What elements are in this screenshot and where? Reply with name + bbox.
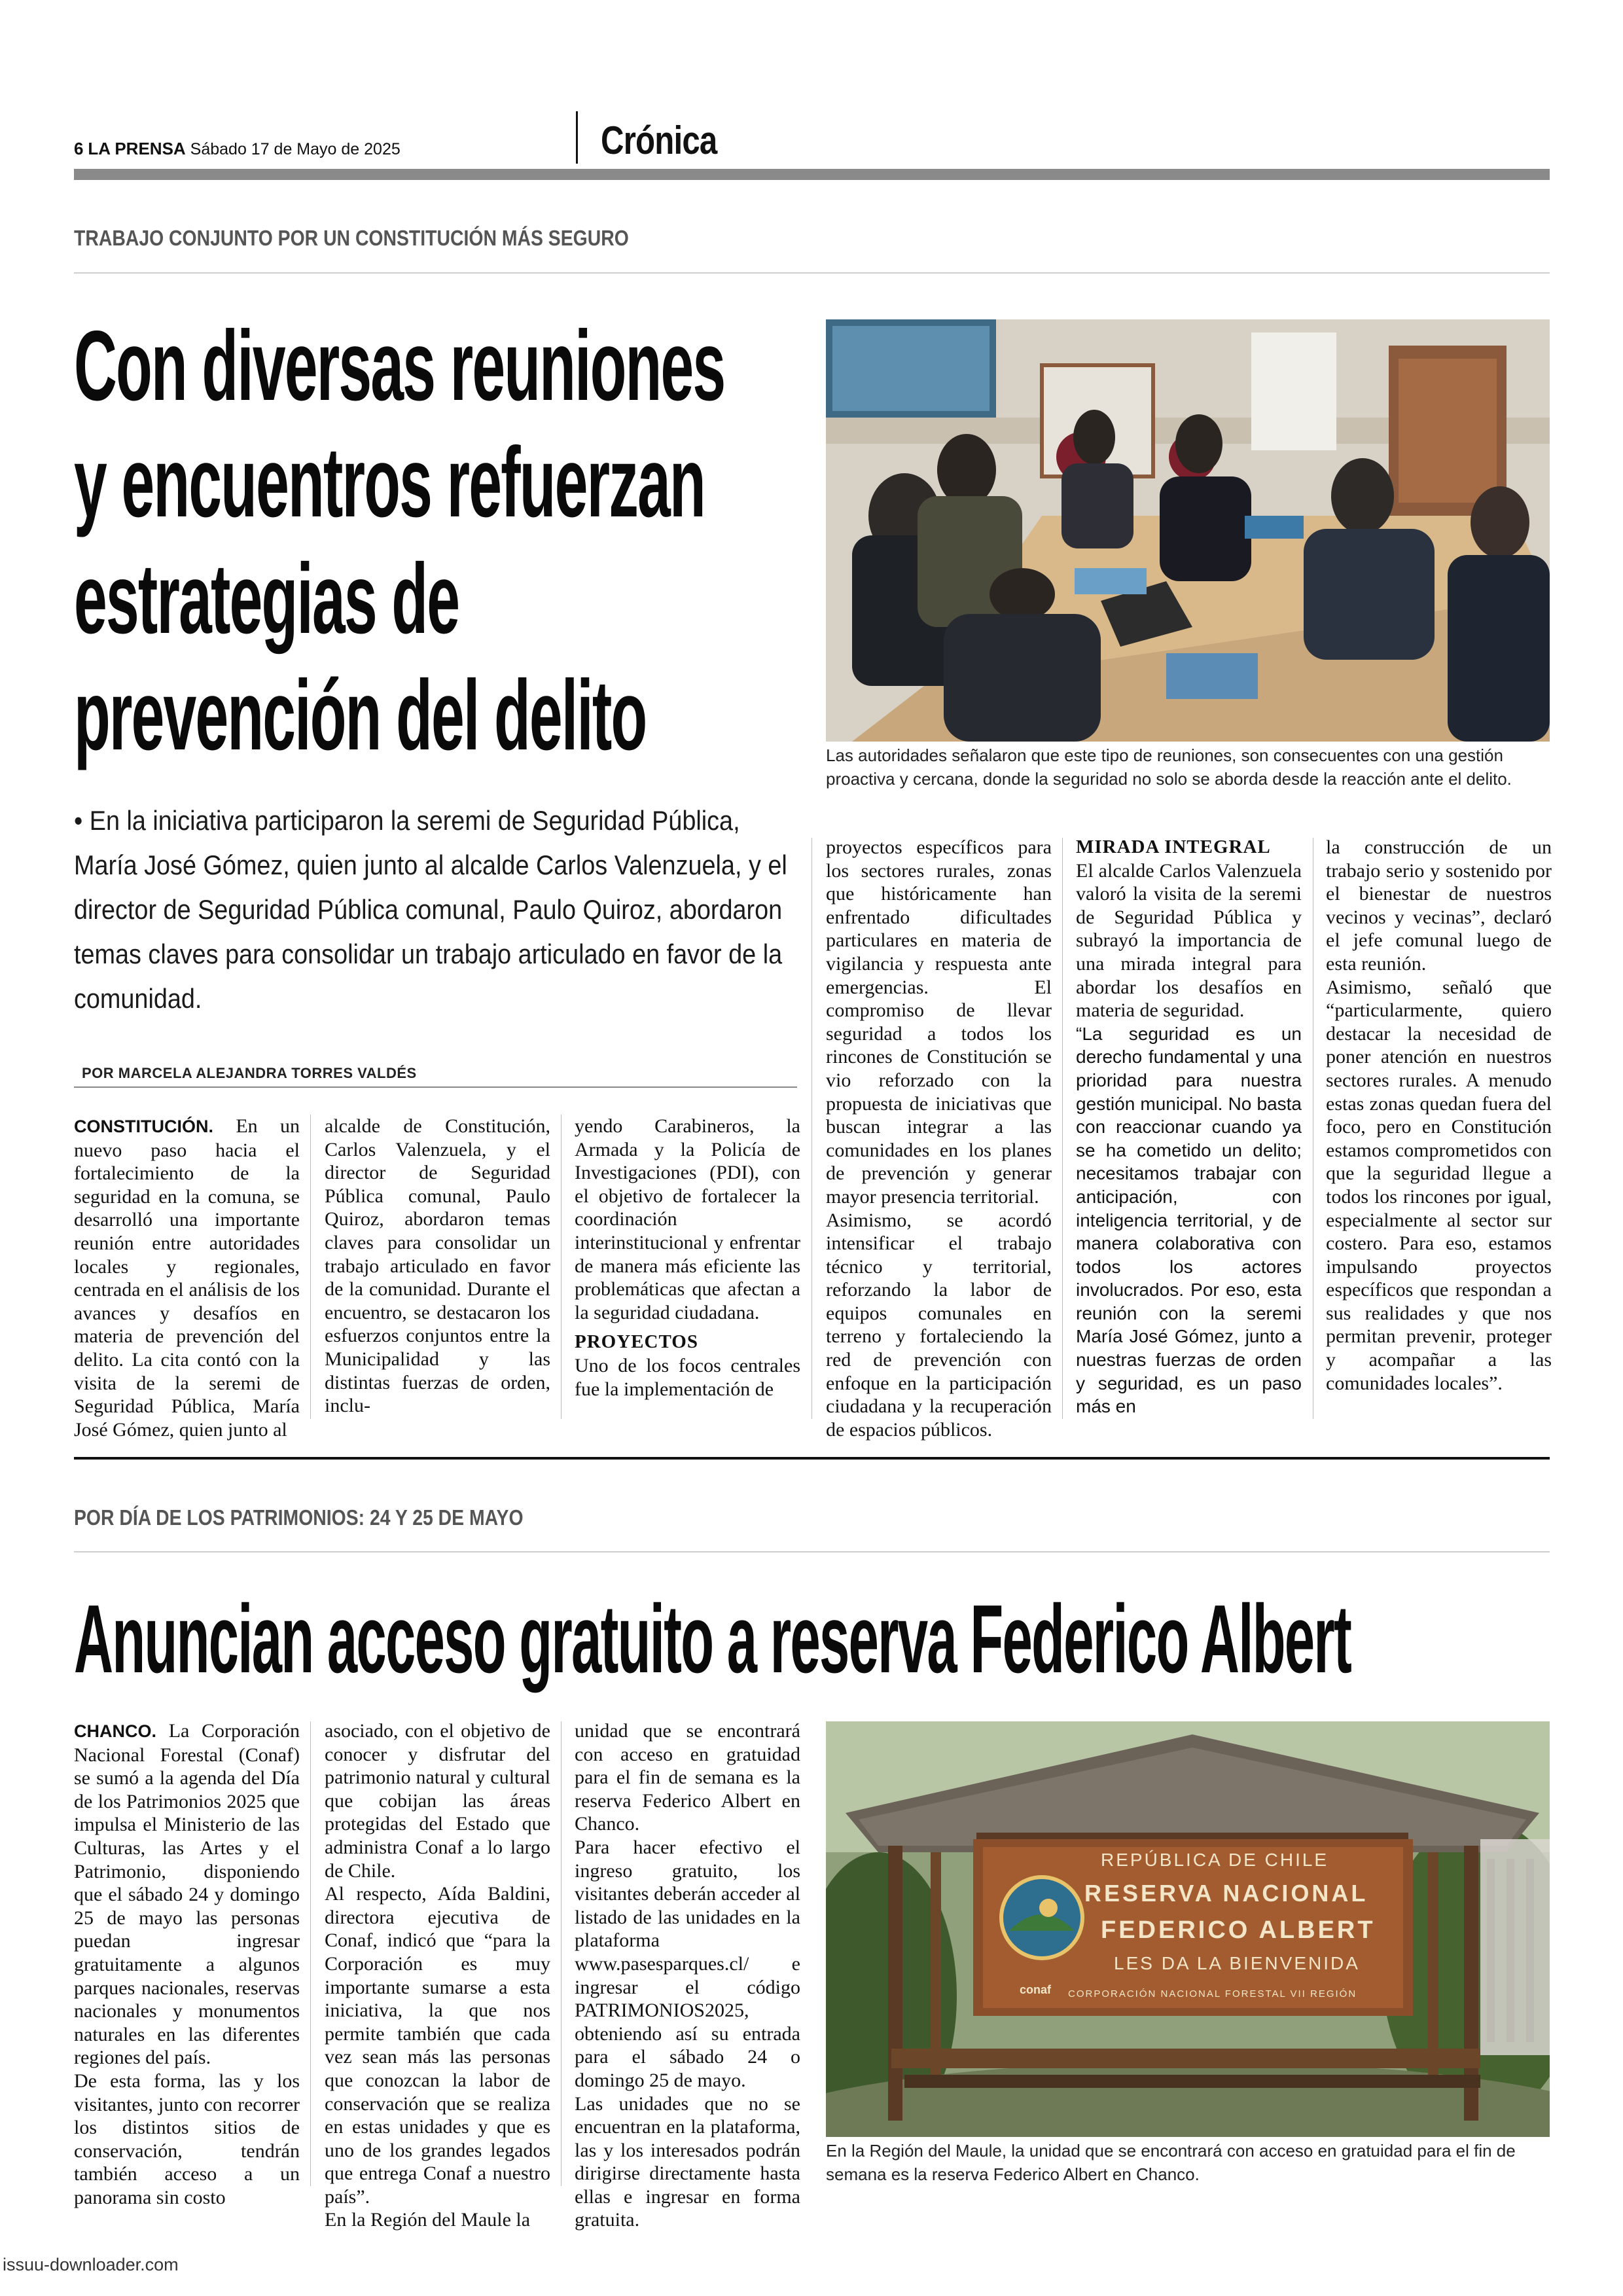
column-rule: [561, 1115, 562, 1419]
story2-photo-caption: En la Región del Maule, la unidad que se encontrará con acceso en gratuidad para el fin de semana es la reserva Federico Albert en Chanco.: [826, 2141, 1516, 2184]
column-rule: [310, 1115, 311, 1419]
page-number: 6: [74, 139, 84, 158]
story1-col2-text: alcalde de Constitución, Carlos Valenzuela, y el director de Seguridad Pública comunal, Paulo Quiroz, abordaron temas claves para consolidar un trabajo articulado en favor de la comunidad. Durante el encuentro, se destacaron los esfuerzos conjuntos entre la Municipalidad y las distintas fuerzas de orden, inclu-: [325, 1115, 550, 1417]
story1-kicker: TRABAJO CONJUNTO POR UN CONSTITUCIÓN MÁS SEGURO: [74, 226, 629, 250]
story2-headline: Anuncian acceso gratuito a reserva Federico Albert: [74, 1585, 1351, 1693]
story1-col1-text: En un nuevo paso hacia el fortalecimiento de la seguridad en la comuna, se desarrolló una importante reunión entre autoridades locales y regionales, centrada en el análisis de los avances y desafíos en materia de prevención del delito. La cita contó con la visita de la seremi de Seguridad Pública, María José Gómez, quien junto al: [74, 1115, 300, 1441]
byline-rule: [74, 1086, 797, 1088]
meeting-photo: [826, 319, 1550, 742]
column-rule: [310, 1721, 311, 2186]
story2-col2a-text: asociado, con el objetivo de conocer y disfrutar del patrimonio natural y cultural que cobijan las áreas protegidas del Estado que administra Conaf a lo largo de Chile.: [325, 1720, 550, 1882]
story1-col5b-quote: “La seguridad es un derecho fundamental y una prioridad para nuestra gestión municipal. No basta con reaccionar cuando ya se ha cometido un delito; necesitamos trabajar con anticipación, con inteligencia territorial, y de manera colaborativa con todos los actores involucrados. Por eso, esta reunión con la seremi María José Gómez, junto a nuestras fuerzas de orden y seguridad, es un paso más en: [1076, 1023, 1302, 1417]
story1-col5a-text: El alcalde Carlos Valenzuela valoró la visita de la seremi de Seguridad Pública y subrayó la importancia de una mirada integral para abordar los desafíos en materia de seguridad.: [1076, 859, 1302, 1022]
story1-column-3: [575, 1115, 800, 1401]
story-divider: [74, 1457, 1550, 1460]
story1-column-2: [325, 1115, 550, 1418]
story1-photo-caption: Las autoridades señalaron que este tipo de reuniones, son consecuentes con una gestión proactiva y cercana, donde la seguridad no solo se aborda desde la reacción ante el delito.: [826, 745, 1512, 789]
page-header-info: [74, 139, 401, 159]
section-title: Crónica: [601, 118, 717, 162]
story2-kicker: POR DÍA DE LOS PATRIMONIOS: 24 Y 25 DE MAYO: [74, 1505, 524, 1530]
story1-column-1: [74, 1115, 300, 1441]
story2-column-2: [325, 1719, 550, 2232]
kicker-rule: [74, 1551, 1550, 1552]
headline-line: Con diversas reuniones: [74, 310, 725, 422]
story2-col3a-text: unidad que se encontrará con acceso en gratuidad para el fin de semana es la reserva Federico Albert en Chanco.: [575, 1720, 800, 1835]
story1-col4b-text: Asimismo, se acordó intensificar el trabajo técnico y territorial, reforzando la labor de equipos comunales en terreno y fortaleciendo la red de prevención con enfoque en la participación ciudadana y la recuperación de espacios públicos.: [826, 1209, 1052, 1441]
story2-column-3: [575, 1719, 800, 2232]
sign-line-3: FEDERICO ALBERT: [1101, 1916, 1376, 1944]
story1-col6a-text: la construcción de un trabajo serio y sostenido por el bienestar de nuestros vecinos y vecinas”, declaró el jefe comunal luego de esta reunión.: [1326, 836, 1552, 975]
story1-byline: POR MARCELA ALEJANDRA TORRES VALDÉS: [82, 1065, 417, 1081]
kicker-rule: [74, 272, 1550, 274]
headline-line: prevención del delito: [74, 660, 647, 771]
story1-col3b-text: Uno de los focos centrales fue la implementación de: [575, 1354, 800, 1400]
header-separator: [576, 111, 578, 164]
story1-dateline: CONSTITUCIÓN.: [74, 1117, 213, 1136]
story2-column-1: [74, 1719, 300, 2209]
story1-lead: • En la iniciativa participaron la seremi de Seguridad Pública, María José Gómez, quien junto al alcalde Carlos Valenzuela, y el director de Seguridad Pública comunal, Paulo Quiroz, abordaron temas claves para consolidar un trabajo articulado en favor de la comunidad.: [74, 805, 787, 1014]
column-rule: [561, 1721, 562, 2186]
story1-column-6: [1326, 836, 1552, 1395]
sign-line-5: CORPORACIÓN NACIONAL FORESTAL VII REGIÓN: [1068, 1988, 1357, 2000]
reserve-sign-photo: [826, 1721, 1550, 2137]
newspaper-name: LA PRENSA: [88, 139, 186, 158]
sign-line-1: REPÚBLICA DE CHILE: [1101, 1850, 1329, 1870]
story1-col6b-text: Asimismo, señaló que “particularmente, quiero destacar la necesidad de poner atención en nuestros sectores rurales. A menudo estas zonas quedan fuera del foco, pero en Constitución estamos comprometidos con que la seguridad llegue a todos los rincones por igual, especialmente al sector sur costero. Para eso, estamos impulsando proyectos específicos que respondan a sus realidades y que nos permitan prevenir, proteger y acompañar a las comunidades locales”.: [1326, 976, 1552, 1394]
story2-col1a-text: La Corporación Nacional Forestal (Conaf) se sumó a la agenda del Día de los Patrimonios 2025 que impulsa el Ministerio de las Culturas, las Artes y el Patrimonio, disponiendo que el sábado 24 y domingo 25 de mayo las personas puedan ingresar gratuitamente a algunos parques nacionales, reservas nacionales y monumentos naturales en las diferentes regiones del país.: [74, 1720, 300, 2069]
issue-date: Sábado 17 de Mayo de 2025: [190, 140, 401, 158]
source-watermark: issuu-downloader.com: [3, 2255, 179, 2274]
story1-col4a-text: proyectos específicos para los sectores rurales, zonas que históricamente han enfrentado dificultades particulares en materia de vigilancia y respuesta ante emergencias. El compromiso de llevar seguridad a todos los rincones de Constitución se vio reforzado con la propuesta de iniciativas que buscan integrar a las comunidades en los planes de prevención y generar mayor presencia territorial.: [826, 836, 1052, 1208]
story2-col3c-text: Las unidades que no se encuentran en la plataforma, las y los interesados podrán dirigirse directamente hasta ellas e ingresar en forma gratuita.: [575, 2092, 800, 2231]
story1-column-5: [1076, 836, 1302, 1418]
story2-col3b-text: Para hacer efectivo el ingreso gratuito, los visitantes deberán acceder al listado de las unidades en la plataforma www.pasesparques.cl/ e ingresar el código PATRIMONIOS2025, obteniendo así su entrada para el sábado 24 o domingo 25 de mayo.: [575, 1836, 800, 2091]
headline-line: estrategias de: [74, 543, 459, 655]
story2-col2c-text: En la Región del Maule la: [325, 2209, 531, 2231]
headline-line: y encuentros refuerzan: [74, 427, 705, 538]
story2-col1b-text: De esta forma, las y los visitantes, junto con recorrer los distintos sitios de conservación, tendrán también acceso a un panorama sin costo: [74, 2070, 300, 2208]
story2-dateline: CHANCO.: [74, 1721, 156, 1741]
story2-col2b-text: Al respecto, Aída Baldini, directora ejecutiva de Conaf, indicó que “para la Corporación es muy importante sumarse a esta iniciativa, la que nos permite también que cada vez sean más las personas que conozcan la labor de conservación que se realiza en estas unidades y que es uno de los grandes legados que entrega Conaf a nuestro país”.: [325, 1883, 550, 2208]
story1-column-4: [826, 836, 1052, 1441]
column-rule: [1062, 838, 1063, 1419]
story1-headline: [74, 308, 724, 774]
subhead-proyectos: PROYECTOS: [575, 1331, 698, 1353]
sign-line-4: LES DA LA BIENVENIDA: [1114, 1953, 1360, 1973]
sign-line-2: RESERVA NACIONAL: [1084, 1880, 1368, 1907]
header-bar: [74, 169, 1550, 180]
subhead-mirada-integral: MIRADA INTEGRAL: [1076, 836, 1271, 857]
story1-col3-text: yendo Carabineros, la Armada y la Policía de Investigaciones (PDI), con el objetivo de fortalecer la coordinación interinstitucional y enfrentar de manera más eficiente las problemáticas que afectan a la seguridad ciudadana.: [575, 1115, 800, 1323]
conaf-logo: conaf: [1020, 1983, 1052, 1996]
